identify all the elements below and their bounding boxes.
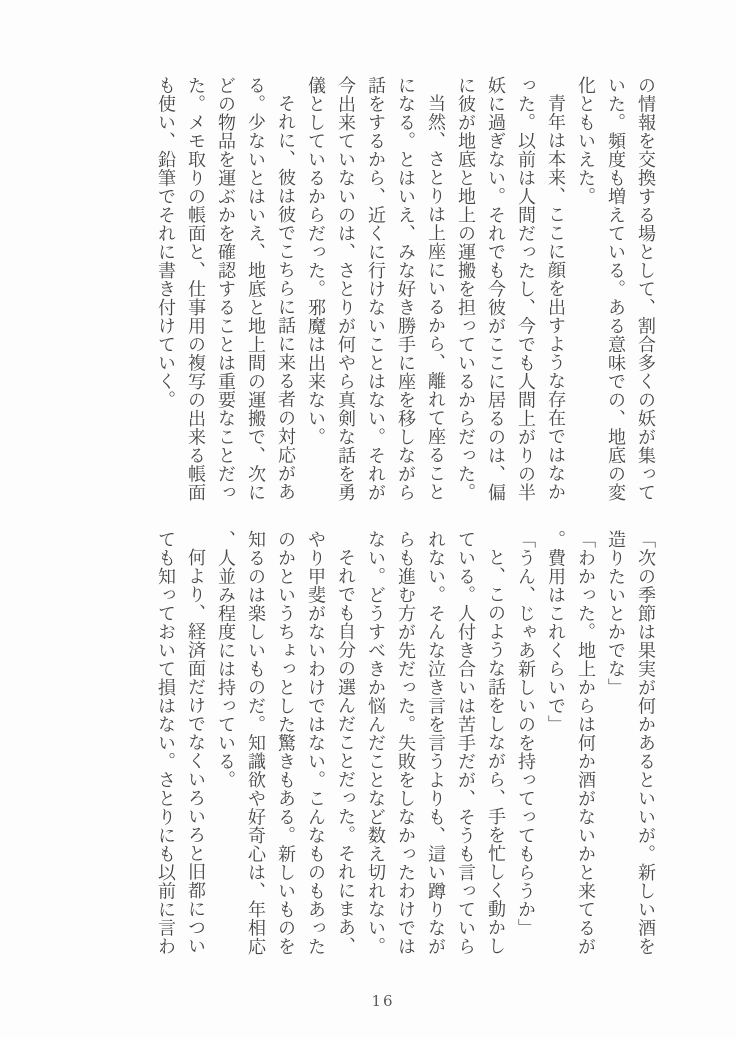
paragraph: 「うん、じゃあ新しいのを持ってってもらうか」 xyxy=(515,530,536,937)
paragraph: と、このような話をしながら、手を忙しく動かしている。人付き合いは苦手だが、そうも言っていられない。そんな泣き言を言うよりも、這い蹲りながらも進む方が先だった。失敗をしなかったわけではない。どうすべきか悩んだことなど数え切れない。 xyxy=(365,530,506,956)
paragraph: 何より、経済面だけでなくいろいろと旧都についても知っておいて損はない。さとりにも以前に言わ xyxy=(155,530,206,956)
text-section-bottom xyxy=(148,530,660,957)
paragraph: 「次の季節は果実が何かあるといいが。新しい酒を造りたいとかでな」 xyxy=(605,530,656,956)
paragraph: 青年は本来、ここに顔を出すような存在ではなかった。以前は人間だったし、今でも人間上がりの半妖に過ぎない。それでも今彼がここに居るのは、偏に彼が地底と地上の運搬を担っているからだった。 xyxy=(455,76,566,502)
paragraph: の情報を交換する場として、割合多くの妖が集っていた。頻度も増えている。ある意味での、地底の変化ともいえた。 xyxy=(575,76,656,502)
page-number: 16 xyxy=(371,992,395,1010)
paragraph: それに、彼は彼でこちらに話に来る者の対応がある。少ないとはいえ、地底と地上間の運搬で、次にどの物品を運ぶかを確認することは重要なことだった。メモ取りの帳面と、仕事用の複写の出来る帳面も使い、鉛筆でそれに書き付けていく。 xyxy=(155,76,296,502)
paragraph: 当然、さとりは上座にいるから、離れて座ることになる。とはいえ、みな好き勝手に座を移しながら話をするから、近くに行けないことはない。それが今出来ていないのは、さとりが何やら真剣な話を勇儀としているからだった。邪魔は出来ない。 xyxy=(305,76,446,502)
text-section-top xyxy=(148,76,660,503)
paragraph: それでも自分の選んだことだった。それにまあ、やり甲斐がないわけではない。こんなものもあったのかというちょっとした驚きもある。新しいものを知るのは楽しいものだ。知識欲や好奇心は、年相応、人並み程度には持っている。 xyxy=(215,530,356,956)
paragraph: 「わかった。地上からは何か酒がないかと来てるが。費用はこれくらいで」 xyxy=(545,530,596,956)
